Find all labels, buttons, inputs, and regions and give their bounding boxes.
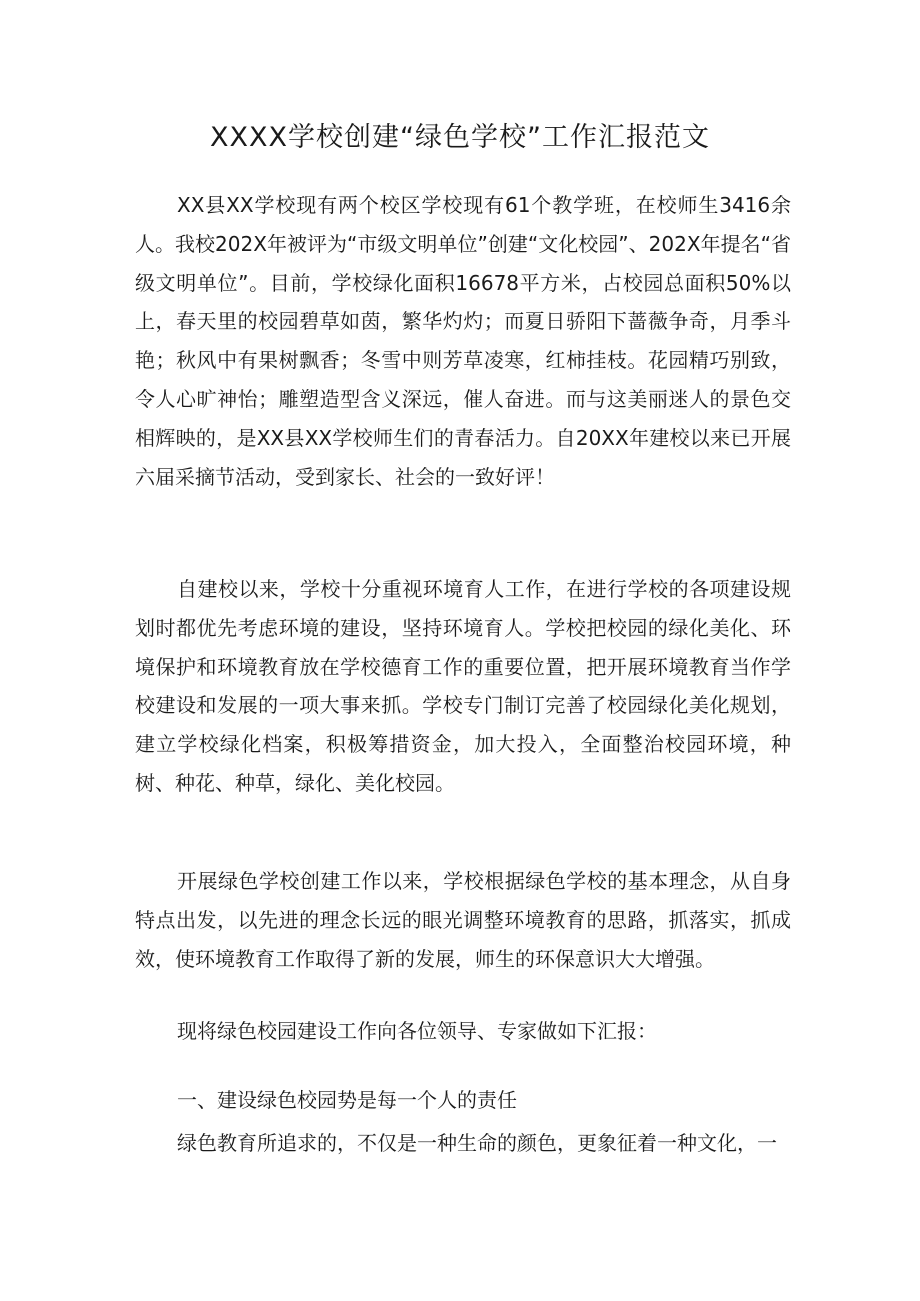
paragraph-green-school-work: 开展绿色学校创建工作以来，学校根据绿色学校的基本理念，从自身特点出发，以先进的理念长远的眼光调整环境教育的思路，抓落实，抓成效，使环境教育工作取得了新的发展，师生的环保意识大大增强。 <box>135 869 791 971</box>
paragraph-environment-education: 自建校以来，学校十分重视环境育人工作，在进行学校的各项建设规划时都优先考虑环境的建设，坚持环境育人。学校把校园的绿化美化、环境保护和环境教育放在学校德育工作的重要位置，把开展环境教育当作学校建设和发展的一项大事来抓。学校专门制订完善了校园绿化美化规划，建立学校绿化档案，积极筹措资金，加大投入，全面整治校园环境，种树、种花、种草，绿化、美化校园。 <box>135 577 791 795</box>
paragraph-green-education-partial: 绿色教育所追求的，不仅是一种生命的颜色，更象征着一种文化，一 <box>177 1131 777 1155</box>
paragraph-report-intro: 现将绿色校园建设工作向各位领导、专家做如下汇报： <box>177 1019 657 1043</box>
section-heading: 一、建设绿色校园势是每一个人的责任 <box>177 1088 517 1112</box>
document-title: XXXX学校创建“绿色学校”工作汇报范文 <box>210 122 710 153</box>
paragraph-school-overview: XX县XX学校现有两个校区学校现有61个教学班，在校师生3416余人。我校202X年被评为“市级文明单位”创建“文化校园”、202X年提名“省级文明单位”。目前，学校绿化面积16678平方米，占校园总面积50%以上，春天里的校园碧草如茵，繁华灼灼；而夏日骄阳下蔷薇争奇，月季斗艳；秋风中有果树飘香；冬雪中则芳草凌寒，红柿挂枝。花园精巧别致，令人心旷神怡；雕塑造型含义深远，催人奋进。而与这美丽迷人的景色交相辉映的，是XX县XX学校师生们的青春活力。自20XX年建校以来已开展六届采摘节活动，受到家长、社会的一致好评！ <box>135 193 791 489</box>
